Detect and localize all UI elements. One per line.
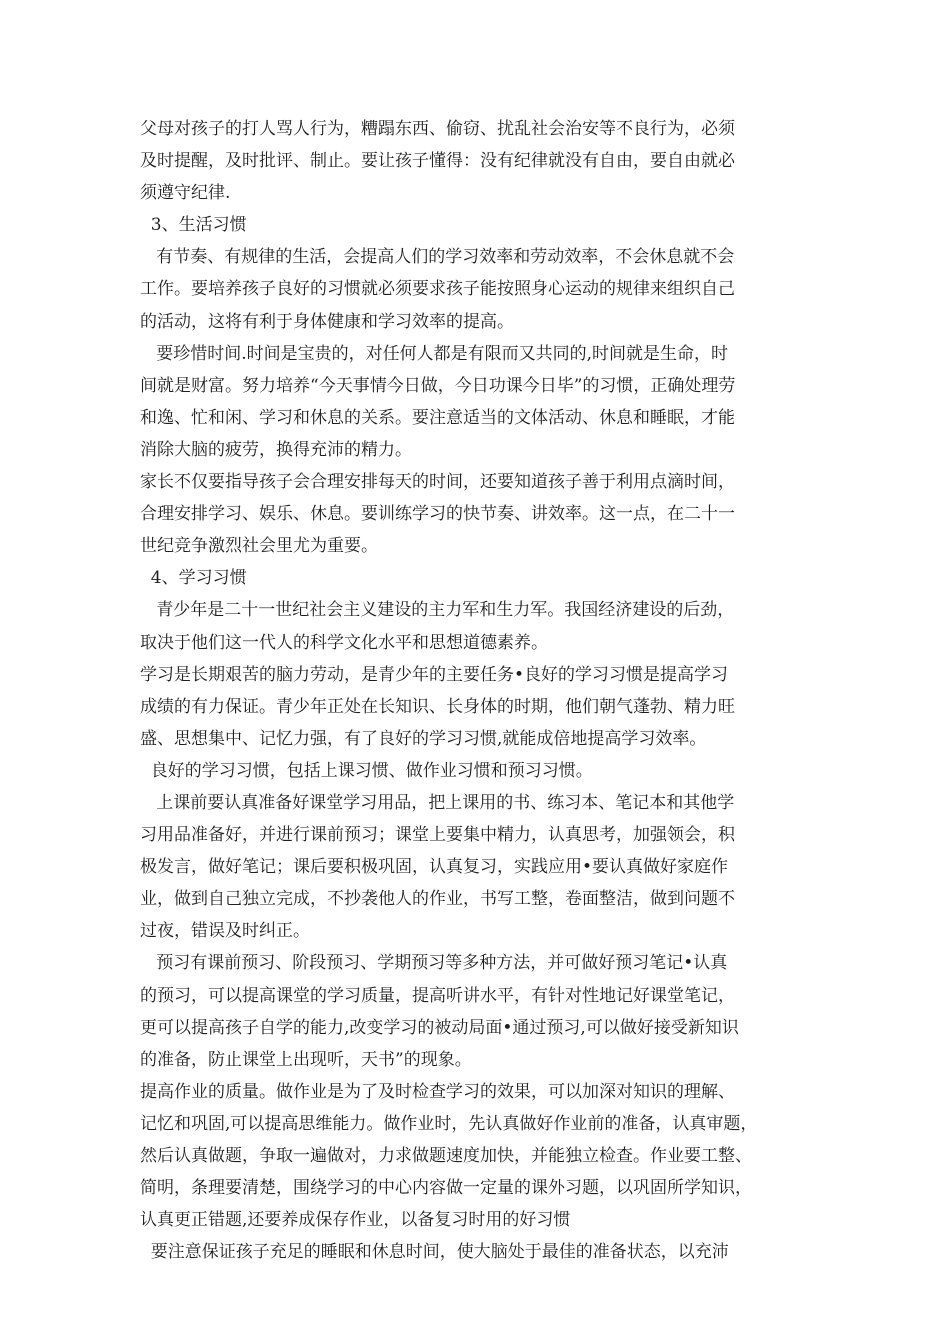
text-line: 工作。要培养孩子良好的习惯就必须要求孩子能按照身心运动的规律来组织自己 — [140, 279, 735, 300]
text-line: 记忆和巩固,可以提高思维能力。做作业时，先认真做好作业前的准备，认真审题， — [140, 1113, 758, 1134]
text-line: 极发言，做好笔记；课后要积极巩固，认真复习，实践应用•要认真做好家庭作 — [140, 857, 729, 878]
text-line: 间就是财富。努力培养“今天事情今日做，今日功课今日毕”的习惯，正确处理劳 — [140, 375, 736, 396]
text-line: 预习有课前预习、阶段预习、学期预习等多种方法，并可做好预习笔记•认真 — [140, 953, 728, 974]
text-line: 合理安排学习、娱乐、休息。要训练学习的快节奏、讲效率。这一点，在二十一 — [140, 504, 735, 525]
text-line: 世纪竞争激烈社会里尤为重要。 — [140, 536, 378, 557]
text-line: 的活动，这将有利于身体健康和学习效率的提高。 — [140, 311, 514, 332]
text-line: 然后认真做题，争取一遍做对，力求做题速度加快，并能独立检查。作业要工整、 — [140, 1146, 752, 1166]
text-line: 盛、思想集中、记忆力强，有了良好的学习习惯,就能成倍地提高学习效率。 — [140, 728, 707, 749]
text-line: 上课前要认真准备好课堂学习用品，把上课用的书、练习本、笔记本和其他学 — [140, 792, 735, 813]
text-line: 的准备，防止课堂上出现听，天书”的现象。 — [140, 1049, 472, 1070]
text-line: 认真更正错题,还要养成保存作业，以备复习时用的好习惯 — [140, 1210, 571, 1231]
text-line: 更可以提高孩子自学的能力,改变学习的被动局面•通过预习,可以做好接受新知识 — [140, 1017, 739, 1038]
text-line: 学习是长期艰苦的脑力劳动，是青少年的主要任务•良好的学习习惯是提高学习 — [140, 664, 729, 685]
text-line: 提高作业的质量。做作业是为了及时检查学习的效果，可以加深对知识的理解、 — [140, 1081, 735, 1102]
text-line: 家长不仅要指导孩子会合理安排每天的时间，还要知道孩子善于利用点滴时间， — [140, 472, 735, 493]
text-line: 过夜，错误及时纠正。 — [140, 921, 310, 942]
text-line: 有节奏、有规律的生活，会提高人们的学习效率和劳动效率，不会休息就不会 — [140, 247, 735, 268]
text-line: 须遵守纪律. — [140, 183, 231, 204]
text-line: 要注意保证孩子充足的睡眠和休息时间，使大脑处于最佳的准备状态，以充沛 — [140, 1242, 729, 1263]
text-line: 消除大脑的疲劳，换得充沛的精力。 — [140, 439, 412, 460]
text-line: 3、生活习惯 — [140, 215, 247, 236]
text-line: 成绩的有力保证。青少年正处在长知识、长身体的时期，他们朝气蓬勃、精力旺 — [140, 696, 735, 717]
text-line: 简明，条理要清楚，围绕学习的中心内容做一定量的课外习题，以巩固所学知识， — [140, 1178, 752, 1199]
text-line: 青少年是二十一世纪社会主义建设的主力军和生力军。我国经济建设的后劲， — [140, 600, 735, 621]
text-line: 4、学习习惯 — [140, 568, 247, 589]
text-line: 及时提醒，及时批评、制止。要让孩子懂得：没有纪律就没有自由，要自由就必 — [140, 151, 735, 172]
text-line: 要珍惜时间.时间是宝贵的，对任何人都是有限而又共同的,时间就是生命，时 — [140, 343, 729, 364]
text-line: 父母对孩子的打人骂人行为，糟蹋东西、偷窃、扰乱社会治安等不良行为，必须 — [140, 119, 735, 139]
text-line: 良好的学习习惯，包括上课习惯、做作业习惯和预习习惯。 — [140, 760, 593, 781]
text-line: 的预习，可以提高课堂的学习质量，提高听讲水平，有针对性地记好课堂笔记， — [140, 985, 735, 1006]
text-line: 取决于他们这一代人的科学文化水平和思想道德素养。 — [140, 632, 548, 653]
document-page — [140, 113, 830, 1268]
text-line: 和逸、忙和闲、学习和休息的关系。要注意适当的文体活动、休息和睡眠，才能 — [140, 407, 735, 428]
text-line: 习用品准备好，并进行课前预习；课堂上要集中精力，认真思考，加强领会，积 — [140, 825, 735, 846]
text-line: 业，做到自己独立完成，不抄袭他人的作业，书写工整，卷面整洁，做到问题不 — [140, 889, 735, 910]
